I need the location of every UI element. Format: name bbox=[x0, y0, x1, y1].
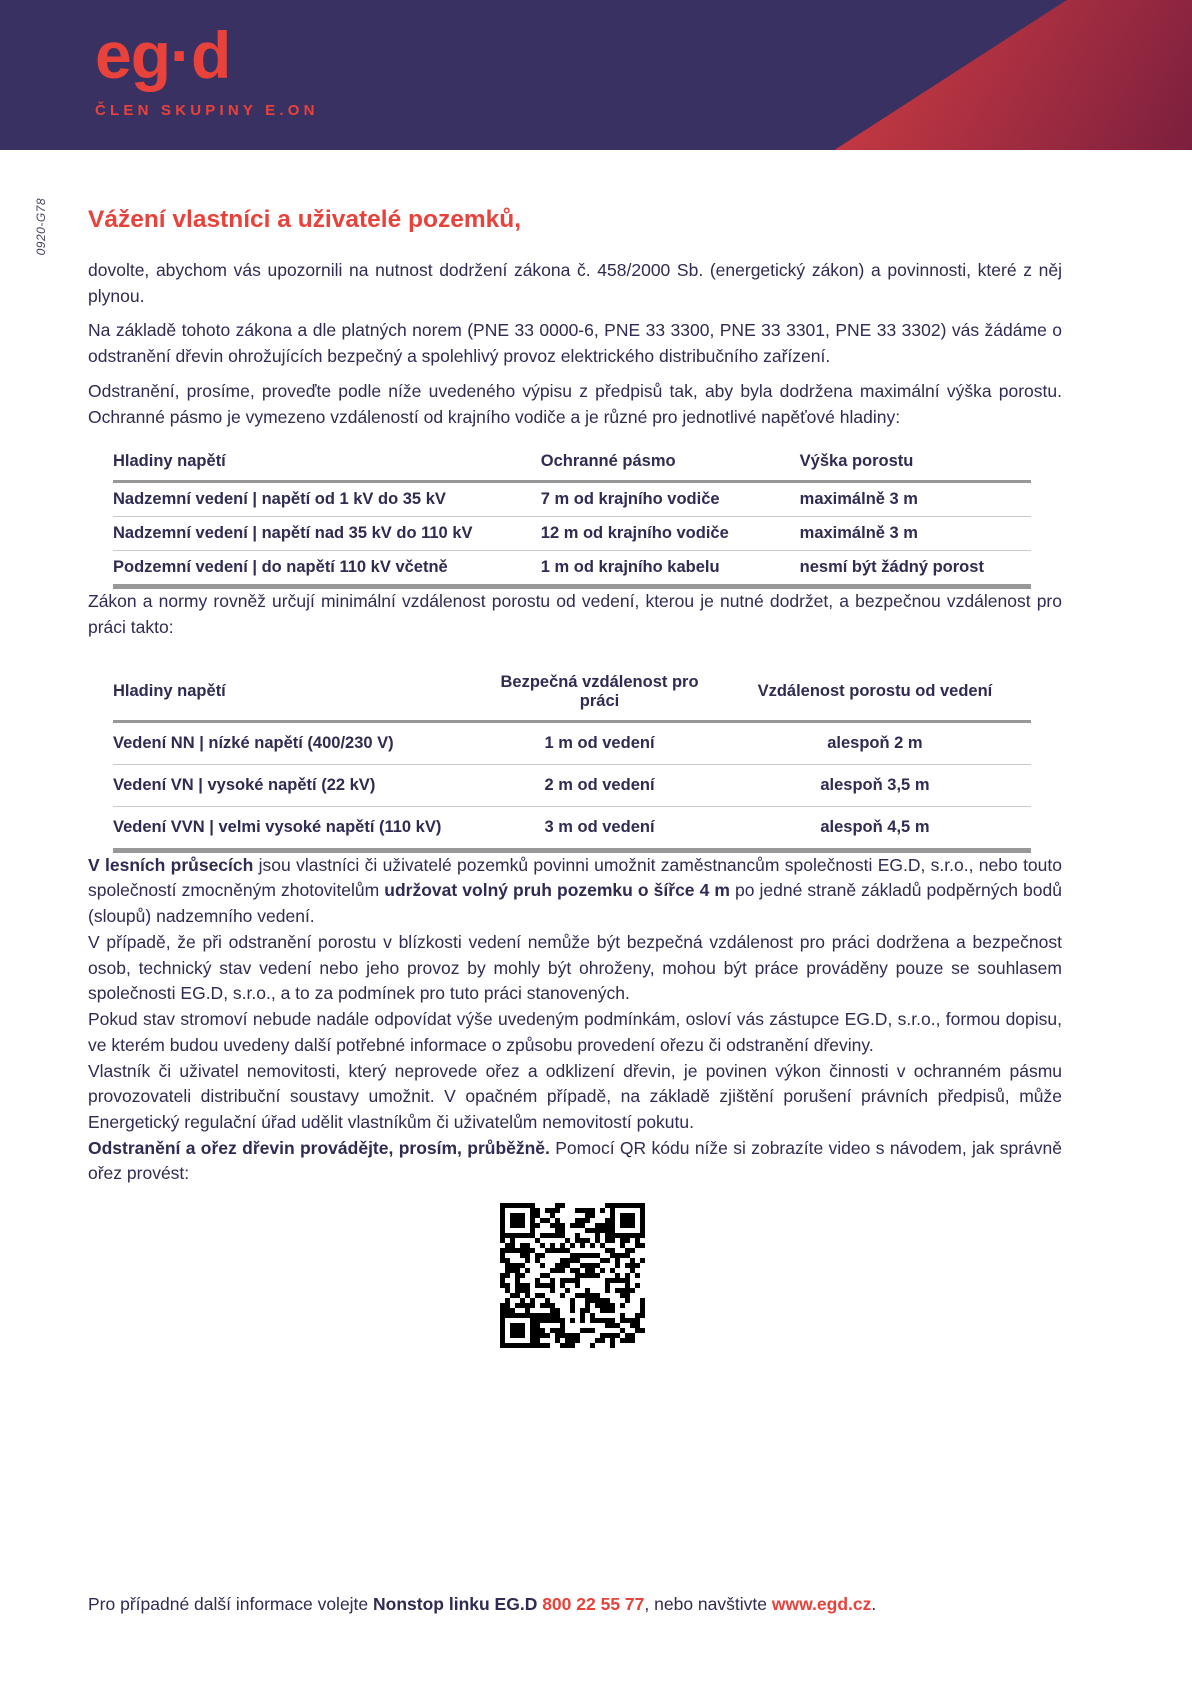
protection-zone-table bbox=[113, 446, 1031, 589]
column-header: Vzdálenost porostu od vedení bbox=[719, 667, 1031, 722]
column-header: Ochranné pásmo bbox=[541, 446, 800, 482]
table-cell: alespoň 3,5 m bbox=[719, 764, 1031, 806]
distance-table bbox=[113, 667, 1031, 853]
table-cell: Podzemní vedení | do napětí 110 kV včetně bbox=[113, 551, 541, 587]
table-cell: maximálně 3 m bbox=[800, 482, 1031, 517]
table-cell: nesmí být žádný porost bbox=[800, 551, 1031, 587]
table-cell: 1 m od krajního kabelu bbox=[541, 551, 800, 587]
qr-instruction-paragraph bbox=[88, 1136, 1062, 1187]
table-cell: Vedení NN | nízké napětí (400/230 V) bbox=[113, 721, 480, 764]
letter-body bbox=[88, 206, 1062, 1353]
forest-bold-strip: udržovat volný pruh pozemku o šířce 4 m bbox=[384, 880, 730, 901]
intro-paragraph: dovolte, abychom vás upozornili na nutnost dodržení zákona č. 458/2000 Sb. (energetický zákon) a povinnosti, které z něj plynou. bbox=[88, 260, 1062, 306]
brand-banner bbox=[0, 0, 1192, 150]
table-cell: Vedení VVN | velmi vysoké napětí (110 kV) bbox=[113, 806, 480, 850]
table-cell: 3 m od vedení bbox=[480, 806, 719, 850]
table-cell: 7 m od krajního vodiče bbox=[541, 482, 800, 517]
document-code: 0920-G78 bbox=[34, 198, 48, 256]
forest-text: po jedné straně základů podpěrných bodů (sloupů) nadzemního vedení. bbox=[88, 880, 1062, 927]
table-cell: 12 m od krajního vodiče bbox=[541, 517, 800, 551]
between-tables-paragraph: Zákon a normy rovněž určují minimální vzdálenost porostu od vedení, kterou je nutné dodržet, a bezpečnou vzdálenost pro práci takto: bbox=[88, 591, 1062, 638]
qr-bold-lead: Odstranění a ořez dřevin provádějte, prosím, průběžně. bbox=[88, 1137, 550, 1158]
forest-clearing-paragraph bbox=[88, 853, 1062, 930]
table-row bbox=[113, 721, 1031, 764]
forest-bold-lead: V lesních průsecích bbox=[88, 854, 254, 875]
logo-block bbox=[95, 18, 319, 119]
logo-tagline: ČLEN SKUPINY E.ON bbox=[95, 102, 319, 119]
table-cell: 2 m od vedení bbox=[480, 764, 719, 806]
body-paragraph: V případě, že při odstranění porostu v blízkosti vedení nemůže být bezpečná vzdálenost pro práci dodržena a bezpečnost osob, technický stav vedení nebo jeho provoz by mohly být ohroženy, mohou být práce prováděny pouze se souhlasem společnosti EG.D, s.r.o., a to za podmínek pro tuto práci stanovených. bbox=[88, 931, 1062, 1004]
footer-hotline-label: Nonstop linku EG.D bbox=[373, 1594, 543, 1614]
table-cell: maximálně 3 m bbox=[800, 517, 1031, 551]
qr-code bbox=[500, 1203, 650, 1353]
intro-paragraph: Na základě tohoto zákona a dle platných norem (PNE 33 0000-6, PNE 33 3300, PNE 33 3301, PNE 33 3302) vás žádáme o odstranění dřevin ohrožujících bezpečný a spolehlivý provoz elektrického distribučního zařízení. bbox=[88, 320, 1062, 367]
table-header-row bbox=[113, 667, 1031, 722]
body-paragraph: Pokud stav stromoví nebude nadále odpovídat výše uvedeným podmínkám, osloví vás zástupce EG.D, s.r.o., formou dopisu, ve kterém budou uvedeny další potřebné informace o způsobu provedení ořezu či odstranění dřeviny. bbox=[88, 1009, 1062, 1055]
body-paragraph: Vlastník či uživatel nemovitosti, který neprovede ořez a odklizení dřevin, je povinen výkon činnosti v ochranném pásmu provozovateli distribuční soustavy umožnit. V opačném případě, na základě zjištění porušení právních předpisů, může Energetický regulační úřad udělit vlastníkům či uživatelům nemovitostí pokutu. bbox=[88, 1060, 1062, 1132]
table-row bbox=[113, 806, 1031, 850]
column-header: Hladiny napětí bbox=[113, 446, 541, 482]
footer-text: , nebo navštivte bbox=[644, 1594, 772, 1614]
phone-number: 800 22 55 77 bbox=[542, 1594, 645, 1614]
table-cell: alespoň 4,5 m bbox=[719, 806, 1031, 850]
footer-text: . bbox=[871, 1594, 877, 1614]
qr-text: Pomocí QR kódu níže si zobrazíte video s návodem, jak správně ořez provést: bbox=[88, 1137, 1062, 1184]
footer-text: Pro případné další informace volejte bbox=[88, 1594, 374, 1614]
table-cell: Vedení VN | vysoké napětí (22 kV) bbox=[113, 764, 480, 806]
table-row bbox=[113, 517, 1031, 551]
qr-code-container bbox=[88, 1203, 1062, 1353]
table-row bbox=[113, 482, 1031, 517]
table-row bbox=[113, 764, 1031, 806]
footer-contact-line bbox=[88, 1594, 1088, 1615]
letter-title: Vážení vlastníci a uživatelé pozemků, bbox=[88, 206, 521, 233]
forest-text: jsou vlastníci či uživatelé pozemků povinni umožnit zaměstnancům společnosti EG.D, s.r.o., nebo touto společností zmocněným zhotovitelům bbox=[88, 854, 1062, 901]
column-header: Bezpečná vzdálenost pro práci bbox=[480, 667, 719, 722]
column-header: Výška porostu bbox=[800, 446, 1031, 482]
table-cell: Nadzemní vedení | napětí nad 35 kV do 110 kV bbox=[113, 517, 541, 551]
table-header-row bbox=[113, 446, 1031, 482]
intro-section bbox=[88, 258, 1062, 430]
table-cell: Nadzemní vedení | napětí od 1 kV do 35 kV bbox=[113, 482, 541, 517]
intro-paragraph: Odstranění, prosíme, proveďte podle níže uvedeného výpisu z předpisů tak, aby byla dodržena maximální výška porostu. Ochranné pásmo je vymezeno vzdáleností od krajního vodiče a je různé pro jednotlivé napěťové hladiny: bbox=[88, 380, 1062, 427]
table-cell: alespoň 2 m bbox=[719, 721, 1031, 764]
table-row bbox=[113, 551, 1031, 587]
egd-logo: eg·d bbox=[95, 18, 231, 92]
column-header: Hladiny napětí bbox=[113, 667, 480, 722]
website-url: www.egd.cz bbox=[771, 1594, 872, 1614]
table-cell: 1 m od vedení bbox=[480, 721, 719, 764]
